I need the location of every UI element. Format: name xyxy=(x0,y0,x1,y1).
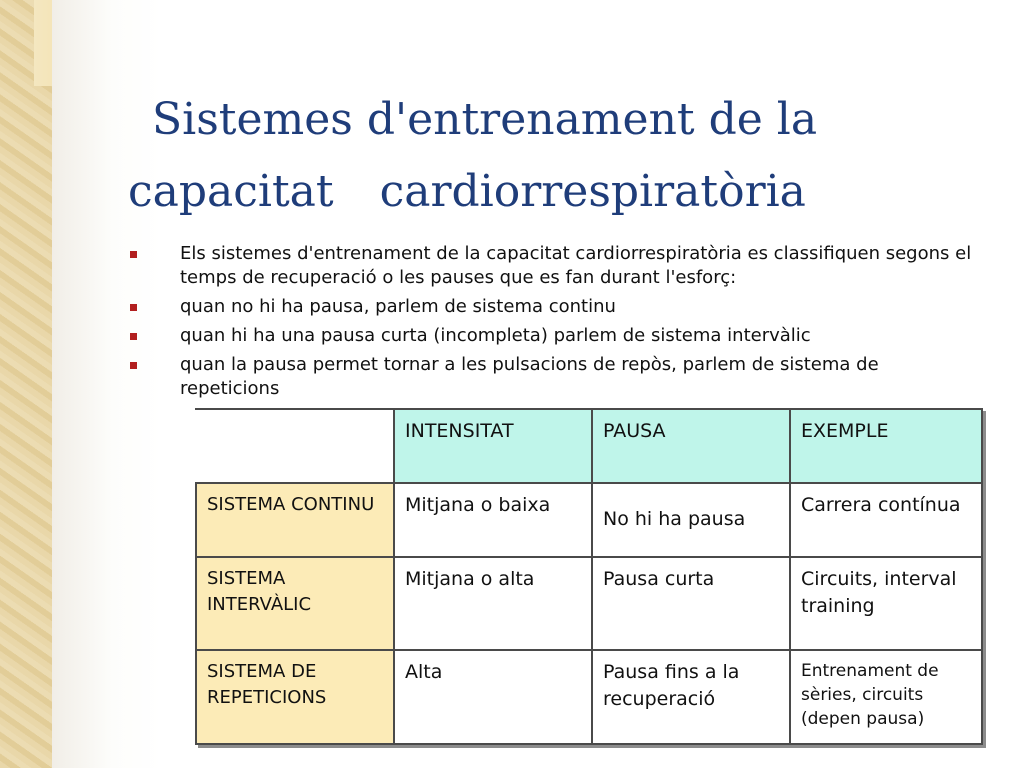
cell-intensity: Alta xyxy=(394,650,592,744)
cell-example: Entrenament de sèries, circuits (depen pausa) xyxy=(790,650,982,744)
cell-intensity: Mitjana o baixa xyxy=(394,483,592,557)
cell-pause: Pausa curta xyxy=(592,557,790,650)
square-bullet-icon xyxy=(130,333,137,340)
row-header-system: SISTEMA CONTINU xyxy=(196,483,394,557)
table-row xyxy=(196,483,982,557)
bullet-text: quan no hi ha pausa, parlem de sistema continu xyxy=(180,296,616,317)
bullet-item xyxy=(124,353,974,401)
column-header-example: EXEMPLE xyxy=(790,409,982,483)
column-header-pause: PAUSA xyxy=(592,409,790,483)
cell-pause: No hi ha pausa xyxy=(592,483,790,557)
cell-intensity: Mitjana o alta xyxy=(394,557,592,650)
table-header-row xyxy=(196,409,982,483)
bullet-text: quan la pausa permet tornar a les pulsacions de repòs, parlem de sistema de repeticions xyxy=(180,354,879,399)
slide-title-line1: Sistemes d'entrenament de la xyxy=(152,94,818,145)
row-header-system: SISTEMA DE REPETICIONS xyxy=(196,650,394,744)
bullet-item xyxy=(124,295,974,319)
cell-example: Circuits, interval training xyxy=(790,557,982,650)
row-header-system: SISTEMA INTERVÀLIC xyxy=(196,557,394,650)
bullet-text: Els sistemes d'entrenament de la capacitat cardiorrespiratòria es classifiquen segons el temps de recuperació o les pauses que es fan durant l'esforç: xyxy=(180,243,972,288)
bullet-item xyxy=(124,242,974,290)
bullet-item xyxy=(124,324,974,348)
table-row xyxy=(196,650,982,744)
table-row xyxy=(196,557,982,650)
slide-title-line2: capacitat cardiorrespiratòria xyxy=(128,166,806,217)
square-bullet-icon xyxy=(130,251,137,258)
slide-title xyxy=(128,84,948,228)
bullet-text: quan hi ha una pausa curta (incompleta) parlem de sistema intervàlic xyxy=(180,325,811,346)
cell-pause: Pausa fins a la recuperació xyxy=(592,650,790,744)
cell-example: Carrera contínua xyxy=(790,483,982,557)
square-bullet-icon xyxy=(130,362,137,369)
column-header-intensity: INTENSITAT xyxy=(394,409,592,483)
square-bullet-icon xyxy=(130,304,137,311)
training-systems-table xyxy=(195,408,983,745)
table-corner-cell xyxy=(196,409,394,483)
bullet-list xyxy=(124,242,974,406)
